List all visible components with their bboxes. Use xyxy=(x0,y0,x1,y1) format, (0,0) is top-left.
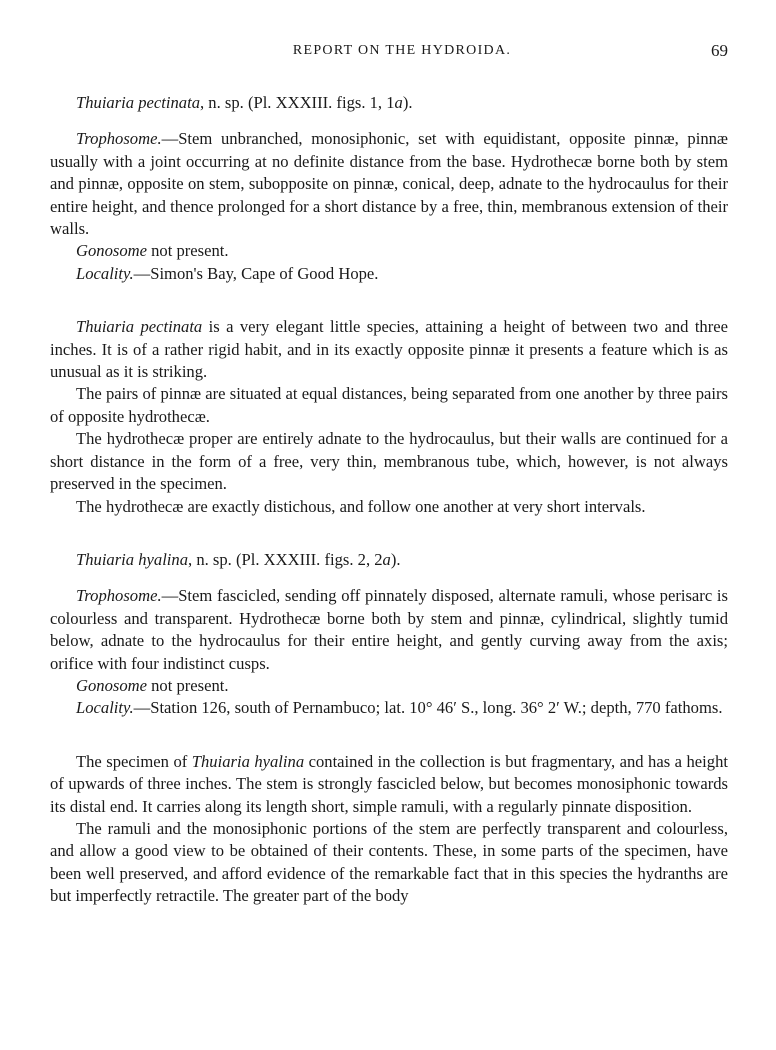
running-title: REPORT ON THE HYDROIDA. xyxy=(292,43,512,58)
paragraph: The ramuli and the monosiphonic portions of the stem are perfectly transparent and colourless, and allow a good view to be obtained of their contents. These, in some parts of the specimen, have been well preserved, and afford evidence of the remarkable fact that in this species the hydranths are but imperfectly retractile. The greater part of the body xyxy=(50,818,728,906)
species-name: Thuiaria hyalina xyxy=(76,549,189,569)
locality-line xyxy=(50,263,728,285)
locality-text: —Simon's Bay, Cape of Good Hope. xyxy=(133,263,379,283)
gonosome-text: not present. xyxy=(146,675,229,695)
paragraph-text: contained in the collection is but fragmentary, and has a height of upwards of three inches. The stem is strongly fascicled below, but becomes monosiphonic towards its distal end. It carries along its length short, simple ramuli, with a regularly pinnate disposition. xyxy=(50,751,728,816)
gonosome-label: Gonosome xyxy=(76,675,147,695)
species-designation: , n. sp. (Pl. XXXIII. figs. 2, 2 xyxy=(188,549,383,569)
gonosome-line xyxy=(50,240,728,262)
locality-label: Locality. xyxy=(76,698,134,718)
species-designation: , n. sp. (Pl. XXXIII. figs. 1, 1 xyxy=(200,93,395,112)
trophosome-text: —Stem unbranched, monosiphonic, set with equidistant, opposite pinnæ, pinnæ usually with a joint occurring at no definite distance from the base. Hydrothecæ borne both by stem and pinnæ, opposite on stem, subopposite on pinnæ, conical, deep, adnate to the hydrocaulus for their entire height, and thence prolonged for a short distance by a free, thin, membranous extension of their walls. xyxy=(50,129,728,239)
page-content xyxy=(50,92,728,908)
page-number: 69 xyxy=(711,41,728,60)
figure-letter: a xyxy=(382,549,391,569)
species-name: Thuiaria hyalina xyxy=(191,751,305,771)
designation-close: ). xyxy=(402,93,413,112)
paragraph-text: is a very elegant little species, attaining a height of between two and three inches. It is of a rather rigid habit, and in its exactly opposite pinnæ it presents a feature which is as unusual as it is striking. xyxy=(50,317,728,382)
species-name: Thuiaria pectinata xyxy=(76,93,200,112)
page-header xyxy=(50,43,728,67)
paragraph xyxy=(50,751,728,818)
paragraph: The pairs of pinnæ are situated at equal distances, being separated from one another by three pairs of opposite hydrothecæ. xyxy=(50,384,728,426)
gonosome-label: Gonosome xyxy=(76,241,147,261)
paragraph: The hydrothecæ are exactly distichous, and follow one another at very short intervals. xyxy=(76,496,646,516)
trophosome-label: Trophosome. xyxy=(76,586,162,606)
trophosome-description xyxy=(50,128,728,240)
figure-letter: a xyxy=(394,93,403,112)
locality-text: —Station 126, south of Pernambuco; lat. 10° 46′ S., long. 36° 2′ W.; depth, 770 fathoms. xyxy=(133,698,723,718)
locality-line xyxy=(50,697,728,719)
paragraph xyxy=(50,316,728,383)
designation-close: ). xyxy=(390,549,401,569)
trophosome-label: Trophosome. xyxy=(76,129,162,149)
trophosome-text: —Stem fascicled, sending off pinnately disposed, alternate ramuli, whose perisarc is colourless and transparent. Hydrothecæ borne both by stem and pinnæ, cylindrical, slightly tumid below, adnate to the hydrocaulus for their entire height, and gently curving away from the axis; orifice with four indistinct cusps. xyxy=(50,586,728,673)
species-heading-pectinata xyxy=(50,92,728,114)
locality-label: Locality. xyxy=(76,263,134,283)
gonosome-text: not present. xyxy=(146,241,229,261)
species-name: Thuiaria pectinata xyxy=(76,317,203,337)
gonosome-line xyxy=(50,675,728,697)
trophosome-description xyxy=(50,585,728,675)
paragraph: The hydrothecæ proper are entirely adnate to the hydrocaulus, but their walls are continued for a short distance in the form of a free, very thin, membranous tube, which, however, is not always preserved in the specimen. xyxy=(50,429,728,494)
species-heading-hyalina xyxy=(50,549,728,571)
paragraph-text: The specimen of xyxy=(76,751,192,771)
